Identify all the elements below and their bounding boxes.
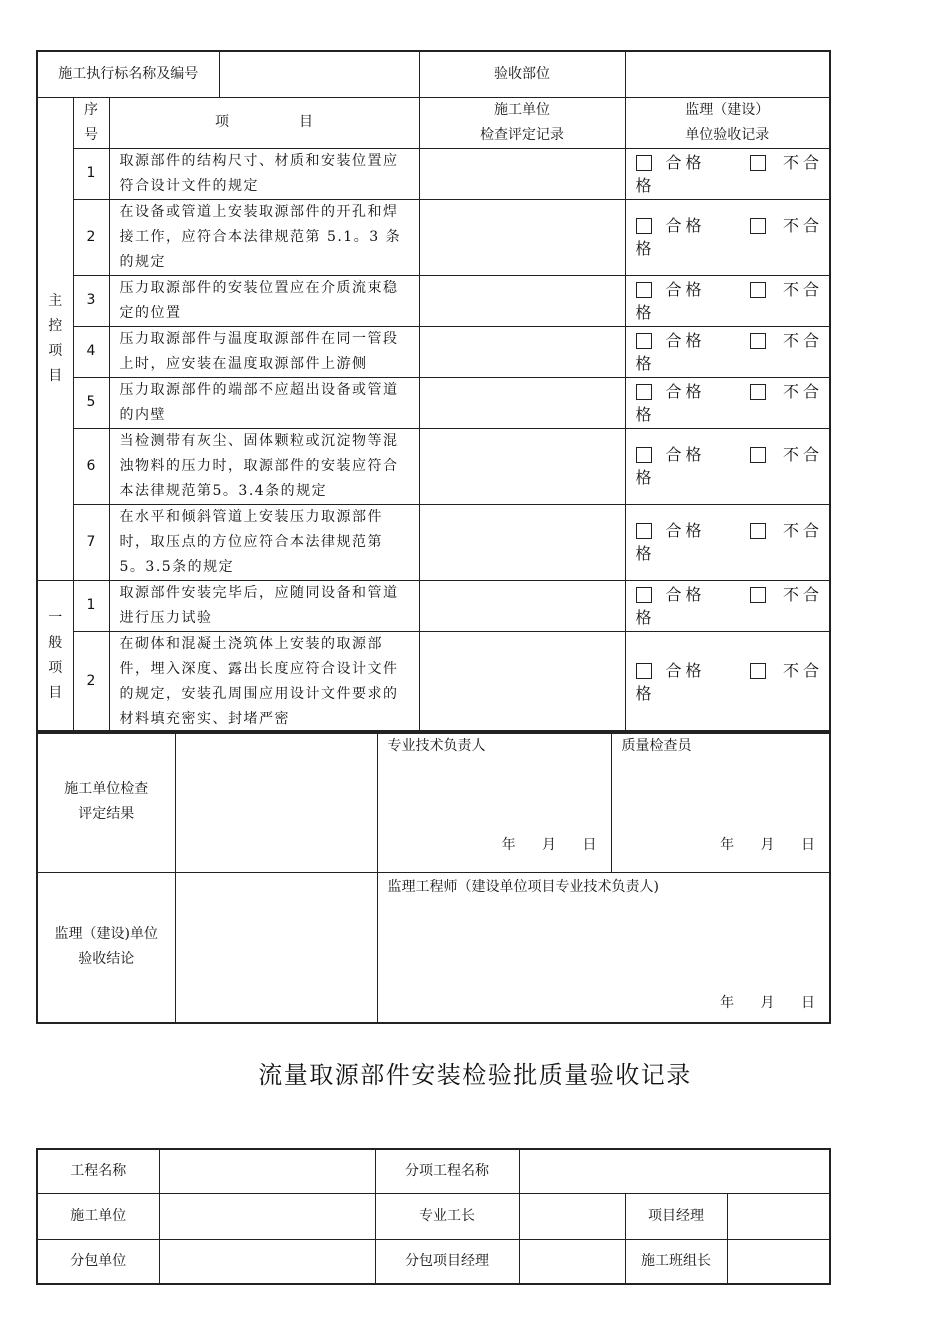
part-label: 验收部位 xyxy=(419,51,625,97)
contractor-record-field[interactable] xyxy=(419,631,625,733)
contractor-result-field[interactable] xyxy=(175,731,377,872)
pass-checkbox[interactable] xyxy=(636,587,652,603)
std-value-field[interactable] xyxy=(219,51,419,97)
item-text: 取源部件的结构尺寸、材质和安装位置应符合设计文件的规定 xyxy=(109,148,419,199)
item-text: 压力取源部件与温度取源部件在同一管段上时，应安装在温度取源部件上游侧 xyxy=(109,326,419,377)
pass-checkbox[interactable] xyxy=(636,384,652,400)
contractor-record-field[interactable] xyxy=(419,275,625,326)
contractor-record-field[interactable] xyxy=(419,504,625,580)
fail-checkbox[interactable] xyxy=(750,155,766,171)
qc-signature[interactable]: 质量检查员 年 月 日 xyxy=(611,731,830,872)
contractor-label: 施工单位 xyxy=(37,1193,159,1239)
team-leader-label: 施工班组长 xyxy=(625,1239,727,1284)
pass-checkbox[interactable] xyxy=(636,282,652,298)
supervisor-conclusion-label: 监理（建设)单位 验收结论 xyxy=(37,872,175,1023)
table-row xyxy=(37,275,830,326)
item-text: 取源部件安装完毕后，应随同设备和管道进行压力试验 xyxy=(109,580,419,631)
verdict-cell: 合格 不合 格 xyxy=(625,504,830,580)
item-header: 项 目 xyxy=(109,97,419,148)
table-row xyxy=(37,326,830,377)
contractor-result-label: 施工单位检查 评定结果 xyxy=(37,731,175,872)
verdict-cell: 合格 不合 格 xyxy=(625,326,830,377)
subcontractor-label: 分包单位 xyxy=(37,1239,159,1284)
foreman-field[interactable] xyxy=(519,1193,625,1239)
fail-checkbox[interactable] xyxy=(750,663,766,679)
pass-checkbox[interactable] xyxy=(636,447,652,463)
sub-project-label: 分项工程名称 xyxy=(375,1149,519,1193)
foreman-label: 专业工长 xyxy=(375,1193,519,1239)
table-row xyxy=(37,631,830,733)
pass-checkbox[interactable] xyxy=(636,218,652,234)
fail-checkbox[interactable] xyxy=(750,587,766,603)
seq-header: 序 号 xyxy=(73,97,109,148)
conclusion-table xyxy=(36,730,831,1024)
pass-checkbox[interactable] xyxy=(636,333,652,349)
pm-field[interactable] xyxy=(727,1193,830,1239)
item-text: 压力取源部件的安装位置应在介质流束稳定的位置 xyxy=(109,275,419,326)
contractor-record-field[interactable] xyxy=(419,148,625,199)
contractor-record-field[interactable] xyxy=(419,199,625,275)
item-number: 3 xyxy=(73,275,109,326)
contractor-header: 施工单位 检查评定记录 xyxy=(419,97,625,148)
verdict-cell: 合格 不合 格 xyxy=(625,631,830,733)
item-number: 7 xyxy=(73,504,109,580)
fail-checkbox[interactable] xyxy=(750,218,766,234)
tech-lead-signature[interactable]: 专业技术负责人 年 月 日 xyxy=(377,731,611,872)
supervisor-header: 监理（建设） 单位验收记录 xyxy=(625,97,830,148)
pass-checkbox[interactable] xyxy=(636,523,652,539)
item-number: 1 xyxy=(73,148,109,199)
section-general-label: 一 般 项 目 xyxy=(37,580,73,733)
item-text: 当检测带有灰尘、固体颗粒或沉淀物等混浊物料的压力时，取源部件的安装应符合本法律规范第5。3.4条的规定 xyxy=(109,428,419,504)
table-row xyxy=(37,377,830,428)
pm-label: 项目经理 xyxy=(625,1193,727,1239)
fail-checkbox[interactable] xyxy=(750,333,766,349)
contractor-record-field[interactable] xyxy=(419,377,625,428)
item-number: 2 xyxy=(73,631,109,733)
item-text: 压力取源部件的端部不应超出设备或管道的内壁 xyxy=(109,377,419,428)
table-row xyxy=(37,428,830,504)
item-text: 在砌体和混凝土浇筑体上安装的取源部件，埋入深度、露出长度应符合设计文件的规定，安装孔周围应用设计文件要求的材料填充密实、封堵严密 xyxy=(109,631,419,733)
table-row xyxy=(37,580,830,631)
engineer-signature[interactable]: 监理工程师（建设单位项目专业技术负责人) 年 月 日 xyxy=(377,872,830,1023)
contractor-record-field[interactable] xyxy=(419,580,625,631)
project-name-field[interactable] xyxy=(159,1149,375,1193)
item-number: 1 xyxy=(73,580,109,631)
table-row xyxy=(37,199,830,275)
verdict-cell: 合格 不合 格 xyxy=(625,275,830,326)
item-number: 6 xyxy=(73,428,109,504)
section-main-label: 主 控 项 目 xyxy=(37,97,73,580)
pass-checkbox[interactable] xyxy=(636,663,652,679)
pass-checkbox[interactable] xyxy=(636,155,652,171)
sub-pm-label: 分包项目经理 xyxy=(375,1239,519,1284)
fail-checkbox[interactable] xyxy=(750,447,766,463)
page-title: 流量取源部件安装检验批质量验收记录 xyxy=(258,1061,692,1089)
verdict-cell: 合格 不合 格 xyxy=(625,148,830,199)
inspection-table xyxy=(36,50,831,734)
fail-checkbox[interactable] xyxy=(750,282,766,298)
supervisor-conclusion-field[interactable] xyxy=(175,872,377,1023)
project-name-label: 工程名称 xyxy=(37,1149,159,1193)
table-row xyxy=(37,148,830,199)
item-text: 在水平和倾斜管道上安装压力取源部件时，取压点的方位应符合本法律规范第 5。3.5条的规定 xyxy=(109,504,419,580)
item-number: 4 xyxy=(73,326,109,377)
table-row xyxy=(37,504,830,580)
part-value-field[interactable] xyxy=(625,51,830,97)
verdict-cell: 合格 不合 格 xyxy=(625,377,830,428)
contractor-record-field[interactable] xyxy=(419,326,625,377)
verdict-cell: 合格 不合 格 xyxy=(625,199,830,275)
item-text: 在设备或管道上安装取源部件的开孔和焊接工作，应符合本法律规范第 5.1。3 条的规定 xyxy=(109,199,419,275)
std-label: 施工执行标名称及编号 xyxy=(37,51,219,97)
subcontractor-field[interactable] xyxy=(159,1239,375,1284)
verdict-cell: 合格 不合 格 xyxy=(625,580,830,631)
fail-checkbox[interactable] xyxy=(750,384,766,400)
item-number: 2 xyxy=(73,199,109,275)
contractor-field[interactable] xyxy=(159,1193,375,1239)
verdict-cell: 合格 不合 格 xyxy=(625,428,830,504)
sub-project-field[interactable] xyxy=(519,1149,830,1193)
project-info-table xyxy=(36,1148,831,1285)
item-number: 5 xyxy=(73,377,109,428)
sub-pm-field[interactable] xyxy=(519,1239,625,1284)
fail-checkbox[interactable] xyxy=(750,523,766,539)
contractor-record-field[interactable] xyxy=(419,428,625,504)
team-leader-field[interactable] xyxy=(727,1239,830,1284)
